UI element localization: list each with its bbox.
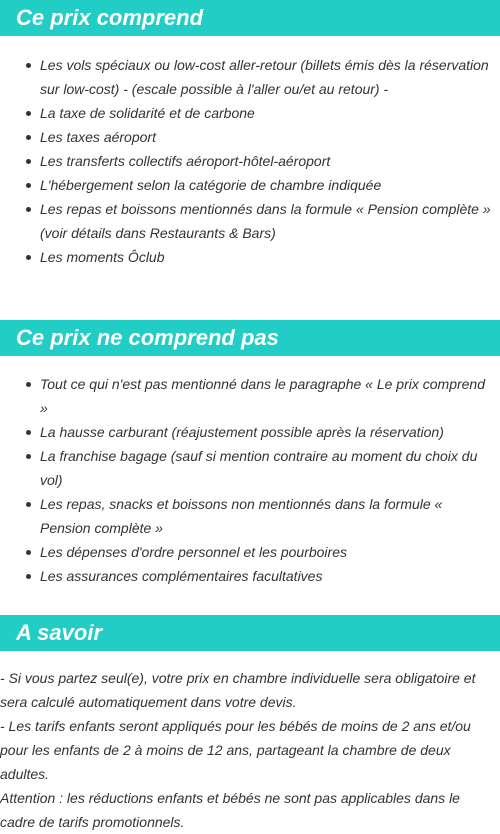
- list-item: Les transferts collectifs aéroport-hôtel-aéroport: [40, 149, 496, 173]
- list-item: L'hébergement selon la catégorie de chambre indiquée: [40, 173, 496, 197]
- list-item: Les moments Ôclub: [40, 245, 496, 269]
- not-included-list: [0, 372, 500, 588]
- info-paragraph: Attention : les réductions enfants et bébés ne sont pas applicables dans le cadre de tarifs promotionnels.: [0, 790, 460, 830]
- list-item: Les dépenses d'ordre personnel et les pourboires: [40, 540, 496, 564]
- info-paragraph: - Si vous partez seul(e), votre prix en chambre individuelle sera obligatoire et sera calculé automatiquement dans votre devis.: [0, 670, 476, 710]
- list-item: Les repas et boissons mentionnés dans la formule « Pension complète » (voir détails dans Restaurants & Bars): [40, 197, 496, 245]
- list-item: Les vols spéciaux ou low-cost aller-retour (billets émis dès la réservation sur low-cost) - (escale possible à l'aller ou/et au retour) -: [40, 53, 496, 101]
- included-list: [0, 53, 500, 269]
- to-know-text: [0, 666, 500, 834]
- list-item: Les repas, snacks et boissons non mentionnés dans la formule « Pension complète »: [40, 492, 496, 540]
- list-item: Les assurances complémentaires facultatives: [40, 564, 496, 588]
- section-title-not-included: Ce prix ne comprend pas: [0, 320, 500, 356]
- list-item: Les taxes aéroport: [40, 125, 496, 149]
- section-title-included: Ce prix comprend: [0, 0, 500, 36]
- info-paragraph: - Les tarifs enfants seront appliqués pour les bébés de moins de 2 ans et/ou pour les enfants de 2 à moins de 12 ans, partageant la chambre de deux adultes.: [0, 718, 471, 782]
- list-item: La hausse carburant (réajustement possible après la réservation): [40, 420, 496, 444]
- list-item: La taxe de solidarité et de carbone: [40, 101, 496, 125]
- list-item: La franchise bagage (sauf si mention contraire au moment du choix du vol): [40, 444, 496, 492]
- section-title-to-know: A savoir: [0, 615, 500, 651]
- list-item: Tout ce qui n'est pas mentionné dans le paragraphe « Le prix comprend »: [40, 372, 496, 420]
